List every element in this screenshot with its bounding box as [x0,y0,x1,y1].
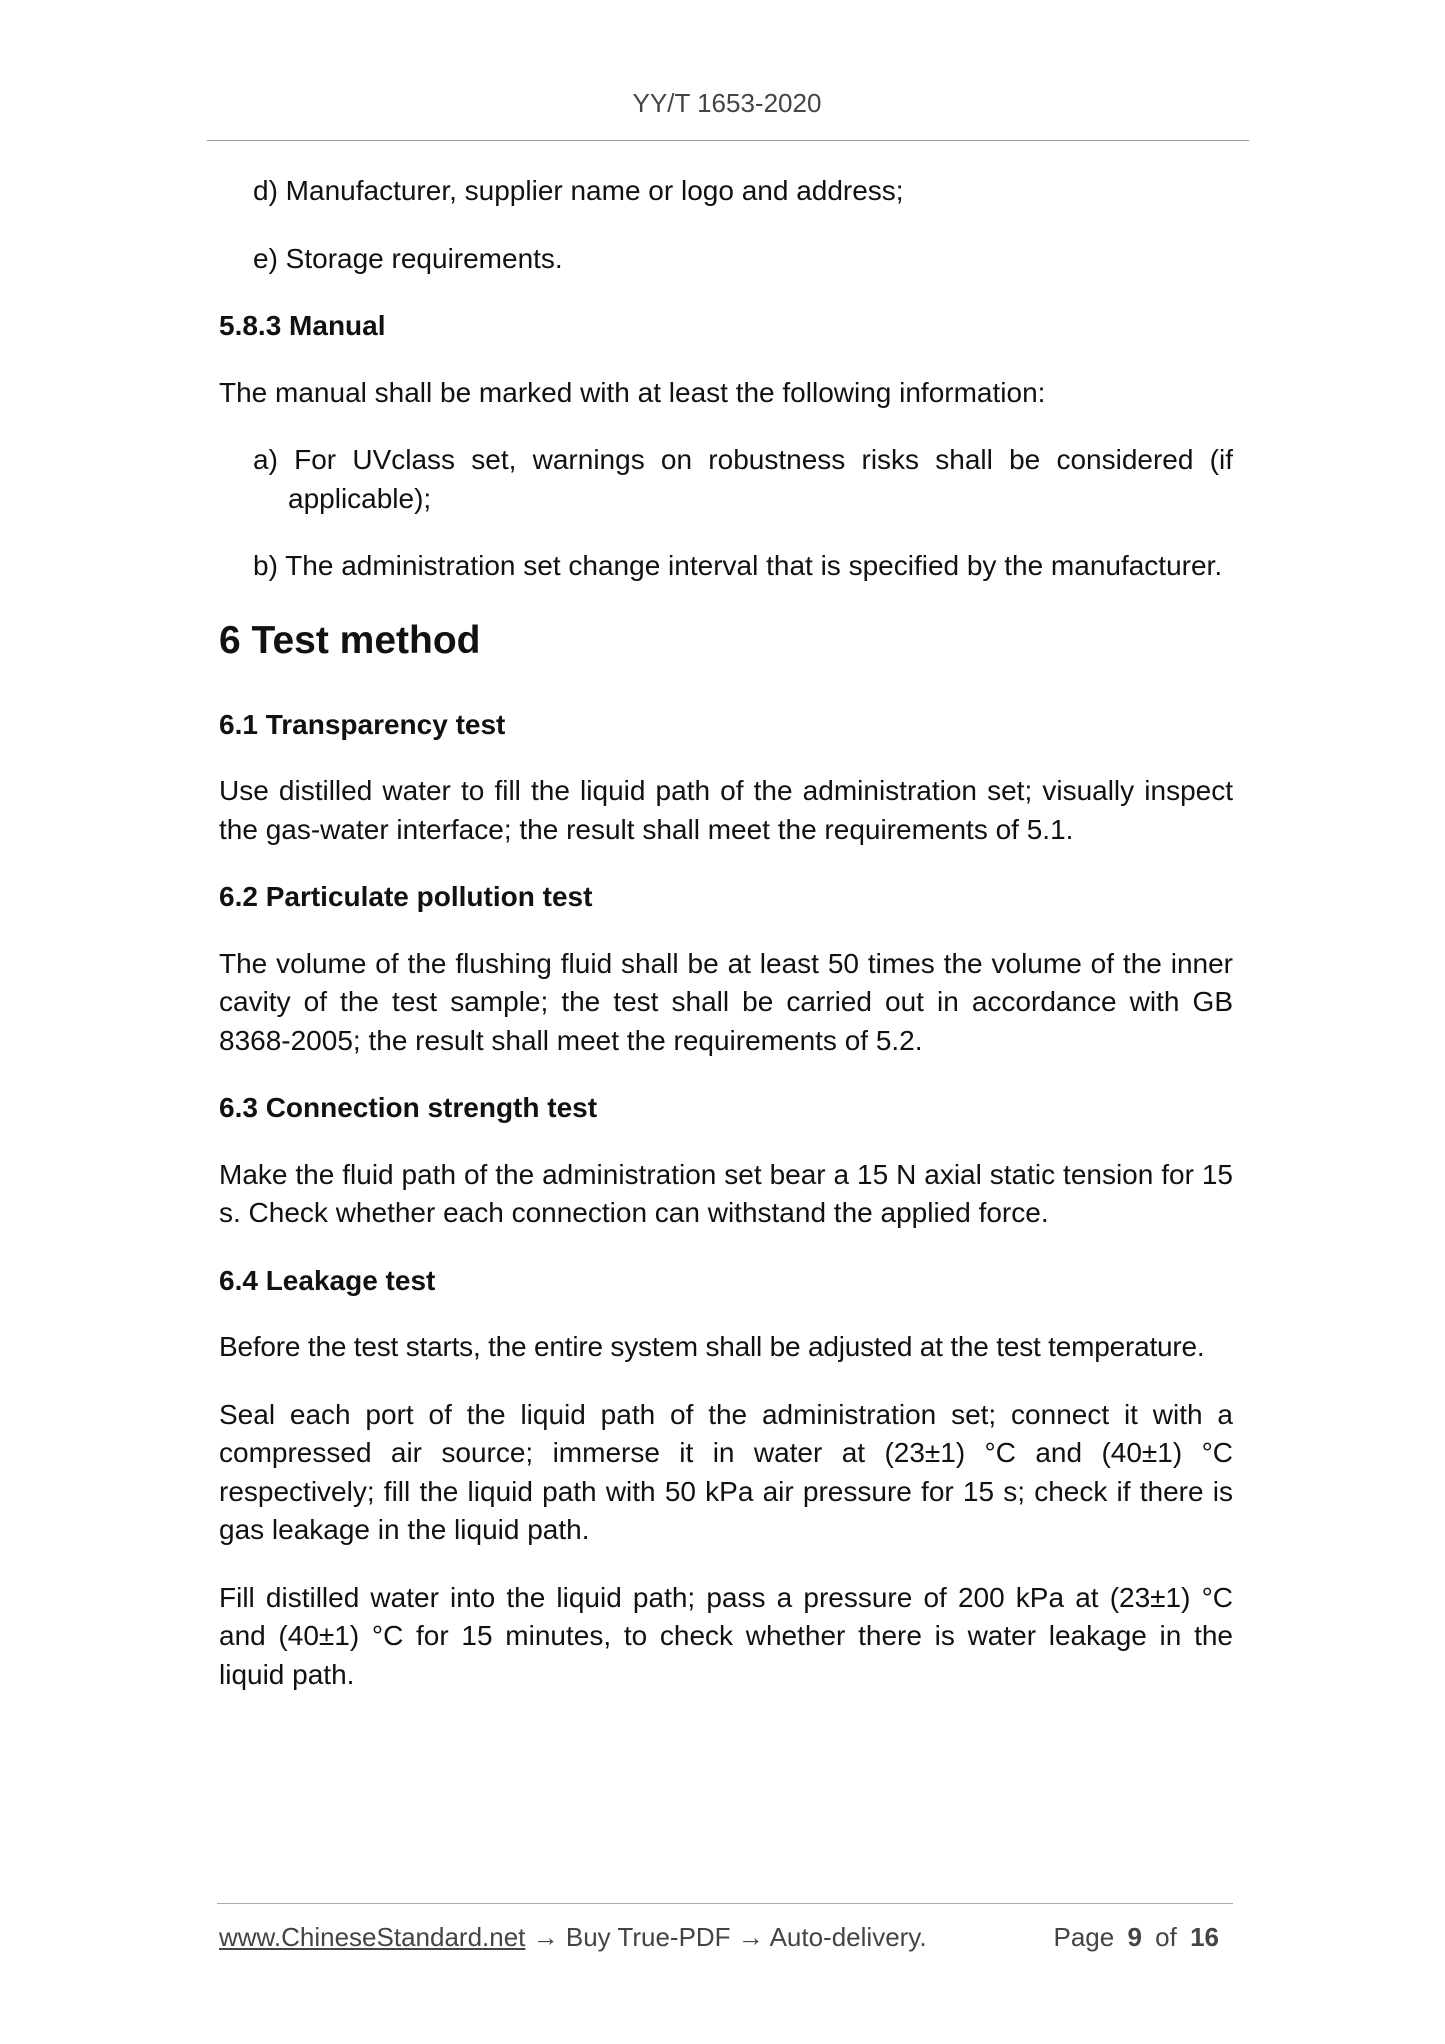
text-6-1: Use distilled water to fill the liquid path of the administration set; visually inspect the gas-water interface; the result shall meet the requirements of 5.1. [219,775,1233,845]
page-number: Page 9 of 16 [1053,1922,1219,1952]
total-pages: 16 [1190,1922,1219,1952]
text-6-3: Make the fluid path of the administration set bear a 15 N axial static tension for 15 s. Check whether each connection can withstand the applied force. [219,1158,1233,1228]
text-6-4-p3: Fill distilled water into the liquid path; pass a pressure of 200 kPa at (23±1) °C and (40±1) °C for 15 minutes, to check whether there is water leakage in the liquid path. [219,1581,1233,1690]
heading-6-1: 6.1 Transparency test [219,708,506,740]
list-item-e: e) Storage requirements. [253,242,563,274]
heading-6: 6 Test method [219,618,481,662]
heading-5-8-3: 5.8.3 Manual [219,310,386,341]
current-page: 9 [1127,1922,1142,1952]
text-6-4-p2: Seal each port of the liquid path of the administration set; connect it with a compressed air source; immerse it in water at (23±1) °C and (40±1) °C respectively; fill the liquid path with 50 kPa air pressure for 15 s; check if there is gas leakage in the liquid path. [219,1398,1233,1545]
heading-6-3: 6.3 Connection strength test [219,1092,598,1123]
heading-6-2: 6.2 Particulate pollution test [219,881,593,912]
page-content [219,172,1233,1723]
manual-item-a: a) For UVclass set, warnings on robustness risks shall be considered (if applicable); [253,444,1233,514]
footer-promo: → Buy True-PDF → Auto-delivery. [525,1922,927,1952]
page-header: YY/T 1653-2020 [632,88,822,118]
manual-intro: The manual shall be marked with at least the following information: [219,376,1046,408]
heading-6-4: 6.4 Leakage test [219,1264,436,1296]
page-footer [219,1922,1233,1953]
footer-divider [217,1903,1233,1904]
header-divider [207,140,1249,141]
manual-item-b: b) The administration set change interval that is specified by the manufacturer. [253,550,1223,581]
list-item-d: d) Manufacturer, supplier name or logo and address; [253,175,904,206]
text-6-2: The volume of the flushing fluid shall be at least 50 times the volume of the inner cavity of the test sample; the test shall be carried out in accordance with GB 8368-2005; the result shall meet the requirements of 5.2. [219,947,1233,1056]
text-6-4-p1: Before the test starts, the entire system shall be adjusted at the test temperature. [219,1331,1205,1362]
website-link[interactable]: www.ChineseStandard.net [219,1922,526,1952]
